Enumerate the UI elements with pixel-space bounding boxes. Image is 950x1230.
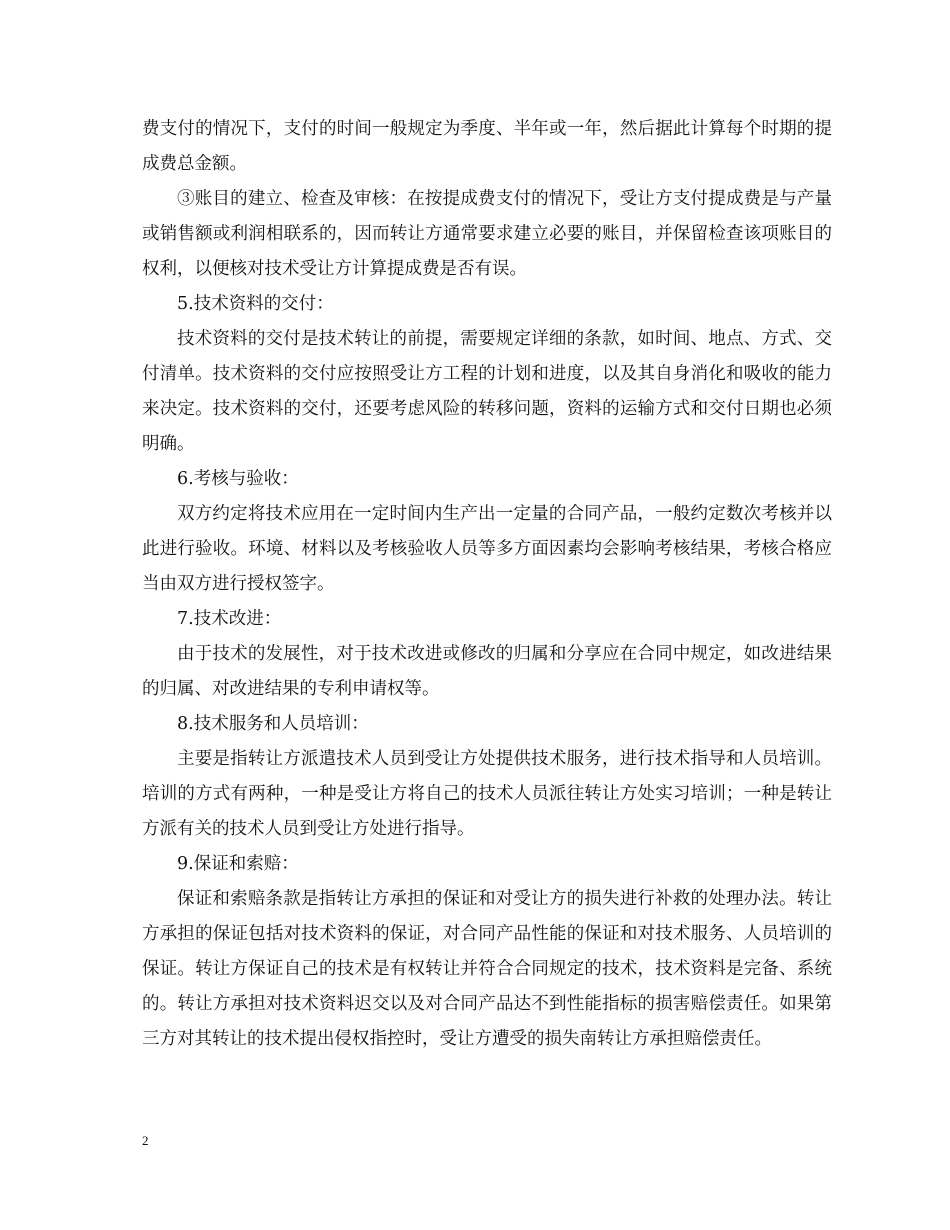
page-number: 2	[142, 1133, 149, 1148]
paragraph-10: 主要是指转让方派遣技术人员到受让方处提供技术服务，进行技术指导和人员培训。培训的方式有两种，一种是受让方将自己的技术人员派往转让方处实习培训；一种是转让方派有关的技术人员到受让方处进行指导。	[142, 749, 832, 839]
section-heading-6: 6.考核与验收：	[177, 469, 299, 489]
section-heading-8: 8.技术服务和人员培训：	[177, 714, 369, 734]
paragraph-8: 由于技术的发展性，对于技术改进或修改的归属和分享应在合同中规定，如改进结果的归属、对改进结果的专利申请权等。	[142, 644, 832, 699]
section-heading-5: 5.技术资料的交付：	[177, 294, 334, 314]
paragraph-6: 双方约定将技术应用在一定时间内生产出一定量的合同产品，一般约定数次考核并以此进行验收。环境、材料以及考核验收人员等多方面因素均会影响考核结果，考核合格应当由双方进行授权签字。	[142, 504, 832, 594]
section-heading-9: 9.保证和索赔：	[177, 854, 299, 874]
section-heading-7: 7.技术改进：	[177, 609, 282, 629]
paragraph-1: 费支付的情况下，支付的时间一般规定为季度、半年或一年，然后据此计算每个时期的提成费总金额。	[142, 119, 832, 174]
paragraph-2: ③账目的建立、检查及审核：在按提成费支付的情况下，受让方支付提成费是与产量或销售额或利润相联系的，因而转让方通常要求建立必要的账目，并保留检查该项账目的权利，以便核对技术受让方计算提成费是否有误。	[142, 189, 832, 279]
paragraph-4: 技术资料的交付是技术转让的前提，需要规定详细的条款，如时间、地点、方式、交付清单。技术资料的交付应按照受让方工程的计划和进度，以及其自身消化和吸收的能力来决定。技术资料的交付，还要考虑风险的转移问题，资料的运输方式和交付日期也必须明确。	[142, 329, 832, 454]
document-body	[142, 112, 832, 1057]
paragraph-12: 保证和索赔条款是指转让方承担的保证和对受让方的损失进行补救的处理办法。转让方承担的保证包括对技术资料的保证，对合同产品性能的保证和对技术服务、人员培训的保证。转让方保证自己的技术是有权转让并符合合同规定的技术，技术资料是完备、系统的。转让方承担对技术资料迟交以及对合同产品达不到性能指标的损害赔偿责任。如果第三方对其转让的技术提出侵权指控时，受让方遭受的损失南转让方承担赔偿责任。	[142, 889, 832, 1049]
